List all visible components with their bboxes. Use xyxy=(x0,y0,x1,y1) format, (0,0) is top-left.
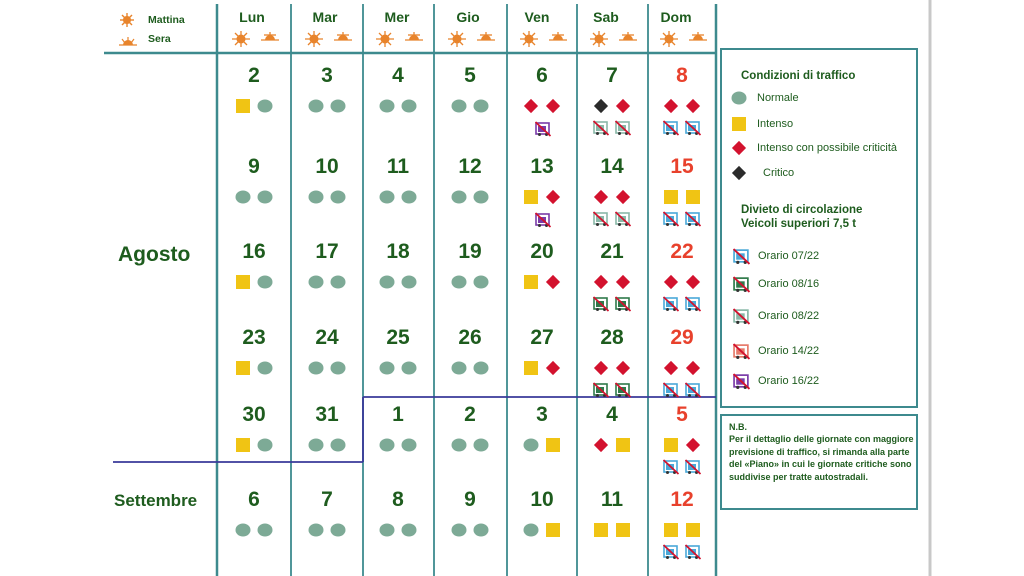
normal-traffic-dot-icon xyxy=(473,274,489,295)
calendar-day-number: 4 xyxy=(606,403,618,426)
morning-evening-sun-icon xyxy=(228,30,280,53)
sun-morning-icon xyxy=(117,12,137,28)
calendar-day-number: 9 xyxy=(464,488,476,511)
intense-traffic-square-icon xyxy=(663,437,679,458)
normal-traffic-dot-icon xyxy=(473,437,489,458)
ban-label-b: Orario 07/22 xyxy=(758,250,820,262)
calendar-day-number: 3 xyxy=(536,403,548,426)
normal-traffic-dot-icon xyxy=(451,274,467,295)
normal-traffic-dot-icon xyxy=(330,189,346,210)
truck-ban-07-22-icon xyxy=(663,211,679,232)
note-body: Per il dettaglio delle giornate con maggiore previsione di traffico, si rimanda alla parte del «Piano» in cui le giornate critiche sono suddivise per tratte autostradali. xyxy=(729,434,914,482)
calendar-day-number: 13 xyxy=(530,155,554,178)
critical-diamond-icon xyxy=(731,165,747,186)
intense-traffic-square-icon xyxy=(235,360,251,381)
normal-traffic-dot-icon xyxy=(308,360,324,381)
normal-traffic-dot-icon xyxy=(401,189,417,210)
normal-traffic-dot-icon xyxy=(379,189,395,210)
morning-evening-sun-icon xyxy=(656,30,708,53)
morning-label: Mattina xyxy=(148,14,185,26)
critical-possible-diamond-icon xyxy=(685,360,701,381)
legend-label-y: Intenso xyxy=(757,118,794,130)
legend-label-g: Normale xyxy=(757,92,799,104)
intense-traffic-square-icon xyxy=(545,522,561,543)
intense-traffic-square-icon xyxy=(235,437,251,458)
truck-ban-08-22-icon xyxy=(593,211,609,232)
truck-ban-08-22-icon xyxy=(733,308,750,330)
calendar-day-number: 6 xyxy=(536,64,548,87)
critical-possible-diamond-icon xyxy=(593,437,609,458)
truck-ban-07-22-icon xyxy=(663,459,679,480)
calendar-day-number: 24 xyxy=(315,326,339,349)
calendar-day-number: 25 xyxy=(386,326,410,349)
calendar-day-number: 7 xyxy=(321,488,333,511)
normal-traffic-dot-icon xyxy=(308,189,324,210)
normal-traffic-dot-icon xyxy=(308,98,324,119)
calendar-day-number: 16 xyxy=(242,240,266,263)
truck-ban-16-22-icon xyxy=(733,373,750,395)
critical-possible-diamond-icon xyxy=(615,189,631,210)
calendar-day-number: 6 xyxy=(248,488,260,511)
truck-ban-16-22-icon xyxy=(535,212,551,233)
truck-ban-08-22-icon xyxy=(615,120,631,141)
morning-evening-sun-icon xyxy=(586,30,638,53)
critical-possible-diamond-icon xyxy=(593,189,609,210)
calendar-day-number: 18 xyxy=(386,240,410,263)
intense-traffic-square-icon xyxy=(685,189,701,210)
truck-ban-07-22-icon xyxy=(685,211,701,232)
normal-traffic-dot-icon xyxy=(523,437,539,458)
calendar-day-number: 1 xyxy=(392,403,404,426)
calendar-day-number: 2 xyxy=(248,64,260,87)
critical-possible-diamond-icon xyxy=(663,98,679,119)
calendar-day-number: 11 xyxy=(386,155,410,178)
normal-traffic-dot-icon xyxy=(401,360,417,381)
normal-traffic-dot-icon xyxy=(235,522,251,543)
legend-title: Condizioni di traffico xyxy=(741,70,856,82)
morning-evening-sun-icon xyxy=(444,30,496,53)
truck-ban-08-16-icon xyxy=(593,296,609,317)
intense-traffic-square-icon xyxy=(731,116,747,137)
truck-ban-07-22-icon xyxy=(685,459,701,480)
critical-possible-diamond-icon xyxy=(593,274,609,295)
intense-traffic-square-icon xyxy=(685,522,701,543)
truck-ban-08-16-icon xyxy=(733,276,750,298)
truck-ban-07-22-icon xyxy=(685,544,701,565)
truck-ban-07-22-icon xyxy=(733,248,750,270)
critical-possible-diamond-icon xyxy=(615,274,631,295)
calendar-day-number: 27 xyxy=(530,326,554,349)
normal-traffic-dot-icon xyxy=(330,522,346,543)
ban-label-p: Orario 14/22 xyxy=(758,345,820,357)
normal-traffic-dot-icon xyxy=(523,522,539,543)
ban-label-v: Orario 16/22 xyxy=(758,375,820,387)
calendar-day-number: 28 xyxy=(600,326,624,349)
calendar-day-number: 2 xyxy=(464,403,476,426)
ban-label-d: Orario 08/16 xyxy=(758,278,820,290)
intense-traffic-square-icon xyxy=(523,360,539,381)
normal-traffic-dot-icon xyxy=(257,360,273,381)
normal-traffic-dot-icon xyxy=(379,274,395,295)
day-header-mon: Lun xyxy=(239,9,265,25)
evening-label: Sera xyxy=(148,33,171,45)
note-heading: N.B. xyxy=(729,422,747,432)
intense-traffic-square-icon xyxy=(593,522,609,543)
calendar-day-number: 12 xyxy=(458,155,482,178)
critical-possible-diamond-icon xyxy=(685,274,701,295)
calendar-day-number: 10 xyxy=(530,488,554,511)
truck-ban-07-22-icon xyxy=(663,544,679,565)
calendar-day-number: 26 xyxy=(458,326,482,349)
truck-ban-07-22-icon xyxy=(663,296,679,317)
critical-possible-diamond-icon xyxy=(545,189,561,210)
calendar-day-number: 15 xyxy=(670,155,694,178)
truck-ban-07-22-icon xyxy=(685,296,701,317)
normal-traffic-dot-icon xyxy=(308,437,324,458)
normal-traffic-dot-icon xyxy=(379,360,395,381)
normal-traffic-dot-icon xyxy=(257,274,273,295)
morning-evening-sun-icon xyxy=(516,30,568,53)
truck-ban-08-16-icon xyxy=(615,296,631,317)
normal-traffic-dot-icon xyxy=(330,274,346,295)
normal-traffic-dot-icon xyxy=(473,522,489,543)
intense-traffic-square-icon xyxy=(235,98,251,119)
normal-traffic-dot-icon xyxy=(257,437,273,458)
note-text xyxy=(729,421,914,483)
critical-possible-diamond-icon xyxy=(545,360,561,381)
calendar-day-number: 10 xyxy=(315,155,339,178)
day-header-sat: Sab xyxy=(593,9,619,25)
ban-title-line2: Veicoli superiori 7,5 t xyxy=(741,218,857,230)
intense-traffic-square-icon xyxy=(615,522,631,543)
calendar-day-number: 20 xyxy=(530,240,554,263)
morning-evening-sun-icon xyxy=(372,30,424,53)
normal-traffic-dot-icon xyxy=(379,98,395,119)
intense-traffic-square-icon xyxy=(523,189,539,210)
month-label-september: Settembre xyxy=(114,491,198,510)
calendar-day-number: 29 xyxy=(670,326,694,349)
normal-traffic-dot-icon xyxy=(473,98,489,119)
normal-traffic-dot-icon xyxy=(451,437,467,458)
normal-traffic-dot-icon xyxy=(379,437,395,458)
calendar-day-number: 21 xyxy=(600,240,624,263)
normal-traffic-dot-icon xyxy=(473,189,489,210)
normal-traffic-dot-icon xyxy=(451,360,467,381)
critical-possible-diamond-icon xyxy=(663,360,679,381)
day-header-wed: Mer xyxy=(384,9,410,25)
normal-traffic-dot-icon xyxy=(473,360,489,381)
critical-possible-diamond-icon xyxy=(615,98,631,119)
normal-traffic-dot-icon xyxy=(379,522,395,543)
calendar-day-number: 9 xyxy=(248,155,260,178)
intense-traffic-square-icon xyxy=(235,274,251,295)
intense-traffic-square-icon xyxy=(523,274,539,295)
critical-possible-diamond-icon xyxy=(685,98,701,119)
normal-traffic-dot-icon xyxy=(330,437,346,458)
critical-possible-diamond-icon xyxy=(615,360,631,381)
truck-ban-08-22-icon xyxy=(615,211,631,232)
critical-possible-diamond-icon xyxy=(663,274,679,295)
intense-traffic-square-icon xyxy=(615,437,631,458)
truck-ban-07-22-icon xyxy=(663,120,679,141)
normal-traffic-dot-icon xyxy=(401,522,417,543)
normal-traffic-dot-icon xyxy=(451,189,467,210)
truck-ban-08-16-icon xyxy=(593,382,609,403)
normal-traffic-dot-icon xyxy=(330,360,346,381)
normal-traffic-dot-icon xyxy=(257,522,273,543)
calendar-day-number: 14 xyxy=(600,155,624,178)
truck-ban-08-22-icon xyxy=(593,120,609,141)
day-header-tue: Mar xyxy=(312,9,338,25)
normal-traffic-dot-icon xyxy=(330,98,346,119)
calendar-day-number: 11 xyxy=(600,488,624,511)
month-label-august: Agosto xyxy=(118,243,191,266)
normal-traffic-dot-icon xyxy=(257,98,273,119)
truck-ban-07-22-icon xyxy=(663,382,679,403)
normal-traffic-dot-icon xyxy=(451,98,467,119)
day-header-fri: Ven xyxy=(524,9,550,25)
calendar-day-number: 5 xyxy=(464,64,476,87)
truck-ban-16-22-icon xyxy=(535,121,551,142)
normal-traffic-dot-icon xyxy=(308,522,324,543)
calendar-day-number: 3 xyxy=(321,64,333,87)
calendar-day-number: 4 xyxy=(392,64,404,87)
day-header-sun: Dom xyxy=(660,9,692,25)
calendar-day-number: 8 xyxy=(392,488,404,511)
ban-label-s: Orario 08/22 xyxy=(758,310,820,322)
normal-traffic-dot-icon xyxy=(401,274,417,295)
critical-possible-diamond-icon xyxy=(545,274,561,295)
intense-traffic-square-icon xyxy=(663,522,679,543)
legend-label-k: Critico xyxy=(763,167,795,179)
truck-ban-07-22-icon xyxy=(685,382,701,403)
critical-possible-diamond-icon xyxy=(685,437,701,458)
truck-ban-07-22-icon xyxy=(685,120,701,141)
calendar-day-number: 23 xyxy=(242,326,266,349)
morning-evening-sun-icon xyxy=(301,30,353,53)
calendar-day-number: 8 xyxy=(676,64,688,87)
normal-traffic-dot-icon xyxy=(308,274,324,295)
calendar-day-number: 5 xyxy=(676,403,688,426)
calendar-day-number: 19 xyxy=(458,240,482,263)
normal-traffic-dot-icon xyxy=(235,189,251,210)
intense-traffic-square-icon xyxy=(545,437,561,458)
calendar-day-number: 30 xyxy=(242,403,266,426)
normal-traffic-dot-icon xyxy=(731,90,747,111)
day-header-thu: Gio xyxy=(456,9,480,25)
legend-label-r: Intenso con possibile criticità xyxy=(757,142,898,154)
normal-traffic-dot-icon xyxy=(401,98,417,119)
critical-possible-diamond-icon xyxy=(731,140,747,161)
calendar-day-number: 22 xyxy=(670,240,694,263)
intense-traffic-square-icon xyxy=(663,189,679,210)
calendar-day-number: 7 xyxy=(606,64,618,87)
normal-traffic-dot-icon xyxy=(401,437,417,458)
sun-evening-icon xyxy=(117,34,139,44)
calendar-day-number: 12 xyxy=(670,488,694,511)
normal-traffic-dot-icon xyxy=(257,189,273,210)
critical-possible-diamond-icon xyxy=(593,360,609,381)
truck-ban-08-16-icon xyxy=(615,382,631,403)
calendar-day-number: 17 xyxy=(315,240,339,263)
critical-possible-diamond-icon xyxy=(545,98,561,119)
critical-diamond-icon xyxy=(593,98,609,119)
ban-title-line1: Divieto di circolazione xyxy=(741,204,863,216)
truck-ban-14-22-icon xyxy=(733,343,750,365)
critical-possible-diamond-icon xyxy=(523,98,539,119)
calendar-day-number: 31 xyxy=(315,403,339,426)
normal-traffic-dot-icon xyxy=(451,522,467,543)
